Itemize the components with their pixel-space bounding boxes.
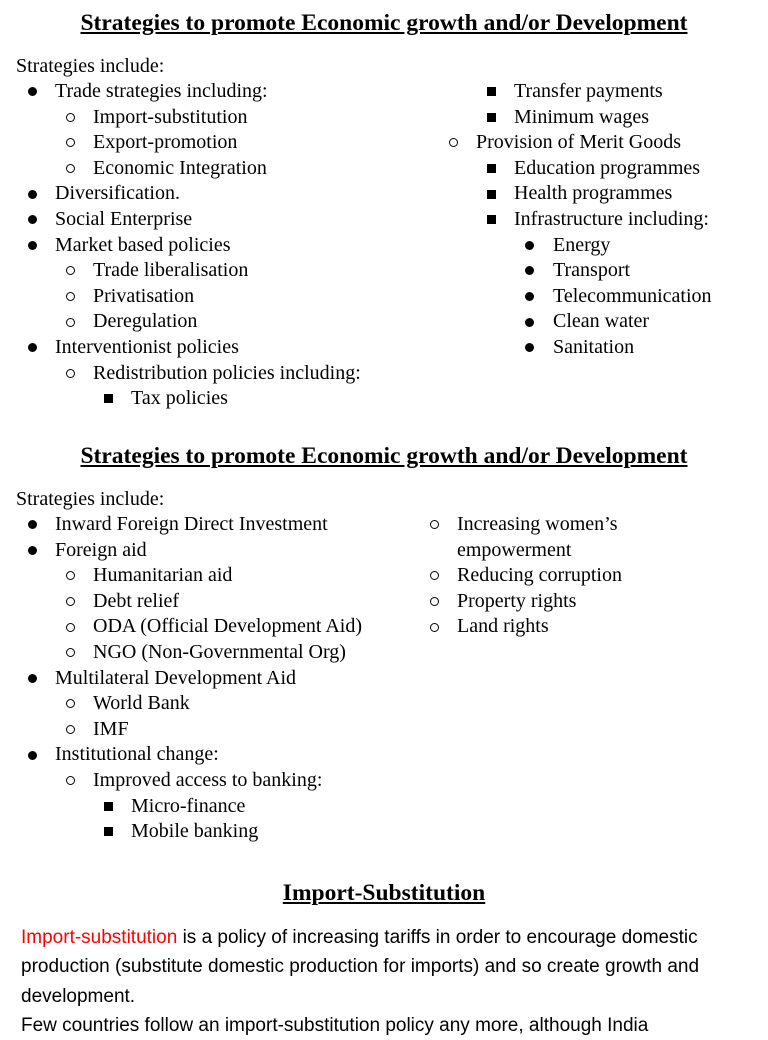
list-item-text: Diversification. [55, 182, 180, 205]
list-item [0, 691, 420, 717]
import-substitution-definition [21, 923, 741, 1011]
list-item-text: Infrastructure including: [514, 207, 709, 230]
circle-bullet-icon [426, 563, 442, 589]
list-item-text: Tax policies [131, 387, 228, 410]
list-item [0, 794, 420, 820]
list-item-text: Sanitation [553, 335, 635, 358]
square-bullet-icon [483, 156, 499, 182]
section2-right-list [0, 512, 768, 640]
disc-bullet-icon [521, 284, 537, 310]
section1-heading: Strategies to promote Economic growth and/or Development [80, 10, 688, 36]
list-item [0, 207, 768, 233]
circle-bullet-icon [426, 589, 442, 615]
section1-intro: Strategies include: [16, 55, 165, 77]
list-item-text: World Bank [93, 692, 190, 715]
list-item-text: Humanitarian aid [93, 564, 233, 587]
list-item-text: Property rights [457, 589, 577, 612]
list-item [0, 386, 440, 412]
list-item [0, 614, 768, 640]
list-item [0, 742, 420, 768]
list-item [0, 79, 768, 105]
disc-bullet-icon [521, 335, 537, 361]
disc-bullet-icon [521, 233, 537, 259]
list-item-text: Micro-finance [131, 794, 246, 817]
list-item-text: Social Enterprise [55, 207, 193, 230]
list-item [0, 181, 768, 207]
list-item [0, 589, 768, 615]
list-item-text: Redistribution policies including: [93, 361, 361, 384]
list-item-text: NGO (Non-Governmental Org) [93, 640, 346, 663]
disc-bullet-icon [521, 309, 537, 335]
list-item-text: Clean water [553, 310, 650, 333]
list-item-text: Telecommunication [553, 284, 712, 307]
list-item [0, 309, 768, 335]
list-item-text: Foreign aid [55, 538, 147, 561]
list-item-text: IMF [93, 717, 129, 740]
list-item [0, 819, 420, 845]
square-bullet-icon [483, 181, 499, 207]
list-item-text: Transport [553, 259, 631, 282]
list-item [0, 768, 420, 794]
square-bullet-icon [100, 386, 116, 412]
square-bullet-icon [483, 79, 499, 105]
list-item-text: Export-promotion [93, 131, 238, 154]
list-item-text: Privatisation [93, 284, 195, 307]
definition-text: is a policy of increasing tariffs in order to encourage domestic production (substitute domestic production for imports) and so create growth and development. [21, 927, 700, 1007]
list-item [0, 335, 768, 361]
circle-bullet-icon [62, 768, 78, 794]
circle-bullet-icon [426, 614, 442, 640]
list-item [0, 156, 768, 182]
list-item-text: Improved access to banking: [93, 768, 323, 791]
circle-bullet-icon [445, 130, 461, 156]
highlighted-term: Import-substitution [21, 927, 178, 948]
circle-bullet-icon [62, 361, 78, 387]
list-item [0, 717, 420, 743]
list-item [0, 130, 768, 156]
circle-bullet-icon [426, 512, 442, 538]
list-item-text: Import-substitution [93, 105, 248, 128]
list-item-text: Reducing corruption [457, 564, 622, 587]
list-item-text: Trade strategies including: [55, 80, 268, 102]
list-item-text: Debt relief [93, 589, 180, 612]
list-item [0, 563, 768, 589]
list-item-text: Market based policies [55, 233, 231, 256]
square-bullet-icon [483, 105, 499, 131]
paragraph-continuation: Few countries follow an import-substitution policy any more, although India [21, 1015, 649, 1036]
list-item [0, 233, 768, 259]
disc-bullet-icon [24, 666, 40, 692]
section2-intro: Strategies include: [16, 488, 165, 510]
circle-bullet-icon [62, 717, 78, 743]
list-item-text: Energy [553, 233, 611, 256]
list-item-text: Trade liberalisation [93, 259, 249, 282]
list-item-text: Increasing women’s empowerment [457, 513, 618, 561]
list-item-text: Interventionist policies [55, 335, 239, 358]
list-item-text: Deregulation [93, 310, 198, 333]
square-bullet-icon [100, 794, 116, 820]
list-item-text: Land rights [457, 615, 549, 638]
list-item-text: Institutional change: [55, 743, 219, 766]
square-bullet-icon [100, 819, 116, 845]
list-item-text: Health programmes [514, 182, 673, 205]
list-item-text: Minimum wages [514, 105, 649, 128]
list-item-text: Economic Integration [93, 156, 267, 179]
section3-heading: Import-Substitution [282, 880, 486, 906]
disc-bullet-icon [24, 742, 40, 768]
section1-right-list [0, 79, 768, 361]
circle-bullet-icon [62, 640, 78, 666]
list-item-text: ODA (Official Development Aid) [93, 615, 363, 638]
list-item-text: Inward Foreign Direct Investment [55, 513, 328, 535]
disc-bullet-icon [521, 258, 537, 284]
list-item [0, 105, 768, 131]
list-item-text: Education programmes [514, 156, 701, 179]
list-item [0, 640, 420, 666]
list-item-text: Provision of Merit Goods [476, 131, 681, 154]
square-bullet-icon [483, 207, 499, 233]
list-item [0, 666, 420, 692]
list-item [0, 361, 440, 387]
section2-heading: Strategies to promote Economic growth and/or Development [80, 443, 688, 469]
list-item-text: Transfer payments [514, 80, 663, 102]
list-item-text: Multilateral Development Aid [55, 666, 297, 689]
circle-bullet-icon [62, 691, 78, 717]
list-item [0, 258, 768, 284]
list-item [0, 512, 768, 563]
list-item [0, 284, 768, 310]
list-item-text: Mobile banking [131, 820, 259, 843]
